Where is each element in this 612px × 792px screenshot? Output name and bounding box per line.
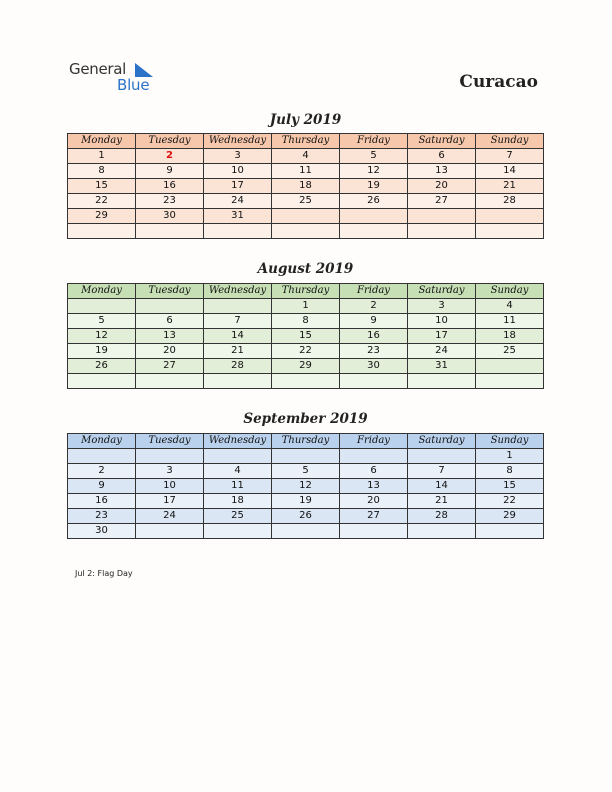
day-cell: [340, 449, 408, 464]
day-cell: 27: [340, 509, 408, 524]
day-cell: [272, 449, 340, 464]
note-item: Jul 2: Flag Day: [75, 569, 133, 578]
day-cell: [136, 224, 204, 239]
day-cell: 11: [204, 479, 272, 494]
week-row: [68, 329, 544, 344]
day-cell: [340, 224, 408, 239]
day-cell: 11: [476, 314, 544, 329]
day-cell: 13: [408, 164, 476, 179]
day-cell: 24: [204, 194, 272, 209]
week-row: [68, 479, 544, 494]
day-cell: 9: [340, 314, 408, 329]
day-cell: 10: [408, 314, 476, 329]
weekday-header: Thursday: [272, 134, 340, 149]
weekday-header: Tuesday: [136, 284, 204, 299]
day-cell: [272, 209, 340, 224]
weekday-header: Saturday: [408, 434, 476, 449]
day-cell: 7: [204, 314, 272, 329]
logo-text-general: General: [69, 60, 127, 78]
day-cell: 18: [476, 329, 544, 344]
day-cell: 7: [408, 464, 476, 479]
day-cell: 20: [136, 344, 204, 359]
month-title-august: August 2019: [257, 261, 354, 277]
calendar-july: [67, 133, 544, 239]
day-cell: 11: [272, 164, 340, 179]
day-cell: 1: [476, 449, 544, 464]
day-cell: [272, 374, 340, 389]
calendar-september: [67, 433, 544, 539]
day-cell: 25: [476, 344, 544, 359]
day-cell: [476, 209, 544, 224]
day-cell: 2: [68, 464, 136, 479]
day-cell: [204, 374, 272, 389]
day-cell: 14: [408, 479, 476, 494]
day-cell: [204, 224, 272, 239]
day-cell: 17: [204, 179, 272, 194]
day-cell: 3: [408, 299, 476, 314]
day-cell: 23: [136, 194, 204, 209]
day-cell: 1: [68, 149, 136, 164]
day-cell: 31: [204, 209, 272, 224]
week-row: [68, 164, 544, 179]
logo-triangle-icon: [135, 63, 153, 77]
day-cell: [476, 374, 544, 389]
day-cell: [272, 524, 340, 539]
weekday-header-row: [68, 284, 544, 299]
weekday-header-row: [68, 434, 544, 449]
weekday-header: Thursday: [272, 434, 340, 449]
week-row: [68, 359, 544, 374]
day-cell: 6: [136, 314, 204, 329]
day-cell: 28: [408, 509, 476, 524]
day-cell: [68, 374, 136, 389]
day-cell: 26: [272, 509, 340, 524]
month-title-july: July 2019: [269, 112, 342, 128]
day-cell-holiday: 2: [136, 149, 204, 164]
day-cell: 10: [136, 479, 204, 494]
day-cell: 4: [204, 464, 272, 479]
day-cell: 20: [408, 179, 476, 194]
day-cell: 26: [340, 194, 408, 209]
weekday-header: Saturday: [408, 134, 476, 149]
day-cell: 30: [68, 524, 136, 539]
week-row: [68, 449, 544, 464]
weekday-header: Tuesday: [136, 434, 204, 449]
week-row: [68, 314, 544, 329]
weekday-header: Monday: [68, 134, 136, 149]
week-row: [68, 524, 544, 539]
day-cell: 19: [272, 494, 340, 509]
day-cell: [204, 449, 272, 464]
weekday-header: Friday: [340, 134, 408, 149]
day-cell: [68, 299, 136, 314]
day-cell: [68, 449, 136, 464]
weekday-header: Sunday: [476, 434, 544, 449]
day-cell: 22: [476, 494, 544, 509]
day-cell: [476, 224, 544, 239]
day-cell: 19: [68, 344, 136, 359]
day-cell: [204, 524, 272, 539]
day-cell: 14: [204, 329, 272, 344]
day-cell: 8: [476, 464, 544, 479]
day-cell: 13: [136, 329, 204, 344]
day-cell: 8: [68, 164, 136, 179]
week-row: [68, 194, 544, 209]
day-cell: 21: [408, 494, 476, 509]
day-cell: [136, 524, 204, 539]
day-cell: 3: [136, 464, 204, 479]
day-cell: 31: [408, 359, 476, 374]
day-cell: 29: [68, 209, 136, 224]
day-cell: 6: [408, 149, 476, 164]
country-title: Curacao: [459, 72, 538, 92]
day-cell: 2: [340, 299, 408, 314]
day-cell: [408, 374, 476, 389]
week-row: [68, 374, 544, 389]
week-row: [68, 209, 544, 224]
day-cell: 5: [272, 464, 340, 479]
day-cell: [136, 449, 204, 464]
day-cell: 5: [340, 149, 408, 164]
day-cell: 7: [476, 149, 544, 164]
week-row: [68, 509, 544, 524]
day-cell: 20: [340, 494, 408, 509]
day-cell: 17: [136, 494, 204, 509]
day-cell: 22: [272, 344, 340, 359]
day-cell: [340, 524, 408, 539]
day-cell: [408, 524, 476, 539]
day-cell: [136, 374, 204, 389]
day-cell: 5: [68, 314, 136, 329]
day-cell: 8: [272, 314, 340, 329]
day-cell: [204, 299, 272, 314]
day-cell: 10: [204, 164, 272, 179]
day-cell: 3: [204, 149, 272, 164]
day-cell: 24: [408, 344, 476, 359]
day-cell: 12: [68, 329, 136, 344]
day-cell: 1: [272, 299, 340, 314]
month-title-september: September 2019: [243, 411, 368, 427]
day-cell: 21: [476, 179, 544, 194]
day-cell: [340, 209, 408, 224]
logo-text-blue: Blue: [117, 76, 150, 94]
day-cell: 27: [136, 359, 204, 374]
day-cell: 26: [68, 359, 136, 374]
day-cell: 9: [136, 164, 204, 179]
day-cell: [272, 224, 340, 239]
day-cell: 15: [68, 179, 136, 194]
day-cell: 22: [68, 194, 136, 209]
day-cell: 16: [68, 494, 136, 509]
day-cell: 29: [272, 359, 340, 374]
day-cell: 14: [476, 164, 544, 179]
day-cell: [408, 449, 476, 464]
day-cell: 13: [340, 479, 408, 494]
day-cell: 18: [272, 179, 340, 194]
day-cell: 23: [68, 509, 136, 524]
day-cell: [408, 209, 476, 224]
weekday-header: Monday: [68, 284, 136, 299]
day-cell: 21: [204, 344, 272, 359]
weekday-header: Thursday: [272, 284, 340, 299]
day-cell: 25: [204, 509, 272, 524]
day-cell: 12: [272, 479, 340, 494]
day-cell: 24: [136, 509, 204, 524]
day-cell: 30: [340, 359, 408, 374]
day-cell: 12: [340, 164, 408, 179]
day-cell: 15: [272, 329, 340, 344]
logo: [69, 60, 169, 100]
week-row: [68, 149, 544, 164]
day-cell: [68, 224, 136, 239]
day-cell: [136, 299, 204, 314]
notes: [75, 569, 133, 578]
weekday-header: Wednesday: [204, 284, 272, 299]
day-cell: 6: [340, 464, 408, 479]
week-row: [68, 494, 544, 509]
weekday-header: Monday: [68, 434, 136, 449]
day-cell: [476, 524, 544, 539]
week-row: [68, 464, 544, 479]
week-row: [68, 179, 544, 194]
day-cell: 15: [476, 479, 544, 494]
day-cell: 25: [272, 194, 340, 209]
weekday-header: Sunday: [476, 134, 544, 149]
day-cell: 28: [204, 359, 272, 374]
day-cell: 29: [476, 509, 544, 524]
week-row: [68, 299, 544, 314]
week-row: [68, 344, 544, 359]
day-cell: 27: [408, 194, 476, 209]
weekday-header: Wednesday: [204, 434, 272, 449]
weekday-header: Sunday: [476, 284, 544, 299]
day-cell: 4: [272, 149, 340, 164]
day-cell: 4: [476, 299, 544, 314]
weekday-header: Saturday: [408, 284, 476, 299]
calendar-august: [67, 283, 544, 389]
day-cell: 16: [340, 329, 408, 344]
weekday-header: Friday: [340, 434, 408, 449]
day-cell: [408, 224, 476, 239]
day-cell: [340, 374, 408, 389]
weekday-header: Friday: [340, 284, 408, 299]
day-cell: 23: [340, 344, 408, 359]
week-row: [68, 224, 544, 239]
day-cell: 30: [136, 209, 204, 224]
weekday-header: Tuesday: [136, 134, 204, 149]
day-cell: [476, 359, 544, 374]
day-cell: 19: [340, 179, 408, 194]
weekday-header: Wednesday: [204, 134, 272, 149]
day-cell: 9: [68, 479, 136, 494]
day-cell: 17: [408, 329, 476, 344]
day-cell: 18: [204, 494, 272, 509]
day-cell: 28: [476, 194, 544, 209]
day-cell: 16: [136, 179, 204, 194]
weekday-header-row: [68, 134, 544, 149]
